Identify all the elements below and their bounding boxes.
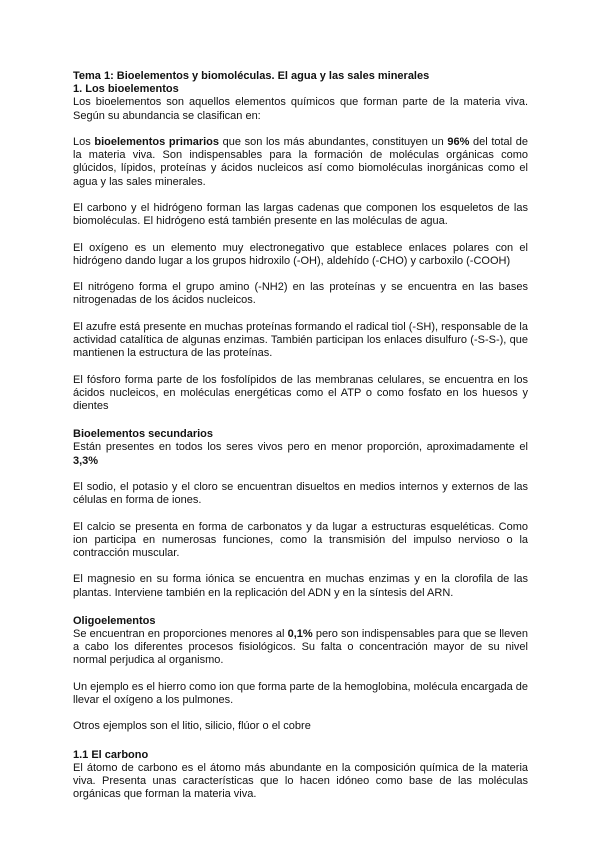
carbono-paragraph: El átomo de carbono es el átomo más abundante en la composición química de la materia viva. Presenta unas características que lo hacen idóneo como base de las moléculas orgánicas que forman la materia viva.: [73, 761, 528, 801]
intro-paragraph: Los bioelementos son aquellos elementos químicos que forman parte de la materia viva. Según su abundancia se clasifican en:: [73, 96, 528, 122]
secundarios-heading: Bioelementos secundarios: [73, 428, 213, 441]
primarios-paragraph: Los bioelementos primarios que son los más abundantes, constituyen un 96% del total de la materia viva. Son indispensables para la formación de moléculas orgánicas como glúcidos, lípidos, proteínas y ácidos nucleicos así como biomoléculas inorgánicas como el agua y las sales minerales.: [73, 136, 528, 188]
oligo-percent: 0,1%: [287, 627, 313, 640]
calcio-paragraph: El calcio se presenta en forma de carbonatos y da lugar a estructuras esqueléticas. Como ion participa en numerosas funciones, como la transmisión del impulso nervioso o la contracción muscular.: [73, 520, 528, 559]
oligoelementos-paragraph: Se encuentran en proporciones menores al 0,1% pero son indispensables para que se lleven a cabo los diferentes procesos fisiológicos. Su falta o concentración mayor de su nivel normal perjudica al organismo.: [73, 627, 528, 667]
primarios-term: bioelementos primarios: [94, 136, 220, 148]
section-heading-bioelementos: 1. Los bioelementos: [73, 83, 179, 96]
document-page: [73, 70, 528, 801]
otros-ejemplos-paragraph: Otros ejemplos son el litio, silicio, flúor o el cobre: [73, 720, 311, 733]
oligoelementos-heading: Oligoelementos: [73, 614, 156, 627]
sodio-paragraph: El sodio, el potasio y el cloro se encuentran disueltos en medios internos y externos de las células en forma de iones.: [73, 480, 528, 507]
carbono-hidrogeno-paragraph: El carbono y el hidrógeno forman las largas cadenas que componen los esqueletos de las biomoléculas. El hidrógeno está también presente en las moléculas de agua.: [73, 202, 528, 228]
nitrogeno-paragraph: El nitrógeno forma el grupo amino (-NH2) en las proteínas y se encuentra en las bases nitrogenadas de los ácidos nucleicos.: [73, 281, 528, 307]
magnesio-paragraph: El magnesio en su forma iónica se encuentra en muchas enzimas y en la clorofila de las plantas. Interviene también en la replicación del ADN y en la síntesis del ARN.: [73, 573, 528, 599]
secundarios-paragraph: Están presentes en todos los seres vivos pero en menor proporción, aproximadamente el 3,3%: [73, 441, 528, 467]
secundarios-percent: 3,3%: [73, 454, 99, 467]
primarios-percent: 96%: [447, 136, 470, 148]
hierro-paragraph: Un ejemplo es el hierro como ion que forma parte de la hemoglobina, molécula encargada de llevar el oxígeno a los pulmones.: [73, 680, 528, 706]
document-title: Tema 1: Bioelementos y biomoléculas. El agua y las sales minerales: [73, 70, 430, 82]
fosforo-paragraph: El fósforo forma parte de los fosfolípidos de las membranas celulares, se encuentra en los ácidos nucleicos, en moléculas energéticas como el ATP o como fosfato en los huesos y dientes: [73, 373, 528, 412]
azufre-paragraph: El azufre está presente en muchas proteínas formando el radical tiol (-SH), responsable de la actividad catalítica de algunas enzimas. También participan los enlaces disulfuro (-S-S-), que mantienen la estructura de las proteínas.: [73, 320, 528, 360]
oxigeno-paragraph: El oxígeno es un elemento muy electronegativo que establece enlaces polares con el hidrógeno dando lugar a los grupos hidroxilo (-OH), aldehído (-CHO) y carboxilo (-COOH): [73, 241, 528, 267]
section-heading-carbono: 1.1 El carbono: [73, 748, 149, 761]
